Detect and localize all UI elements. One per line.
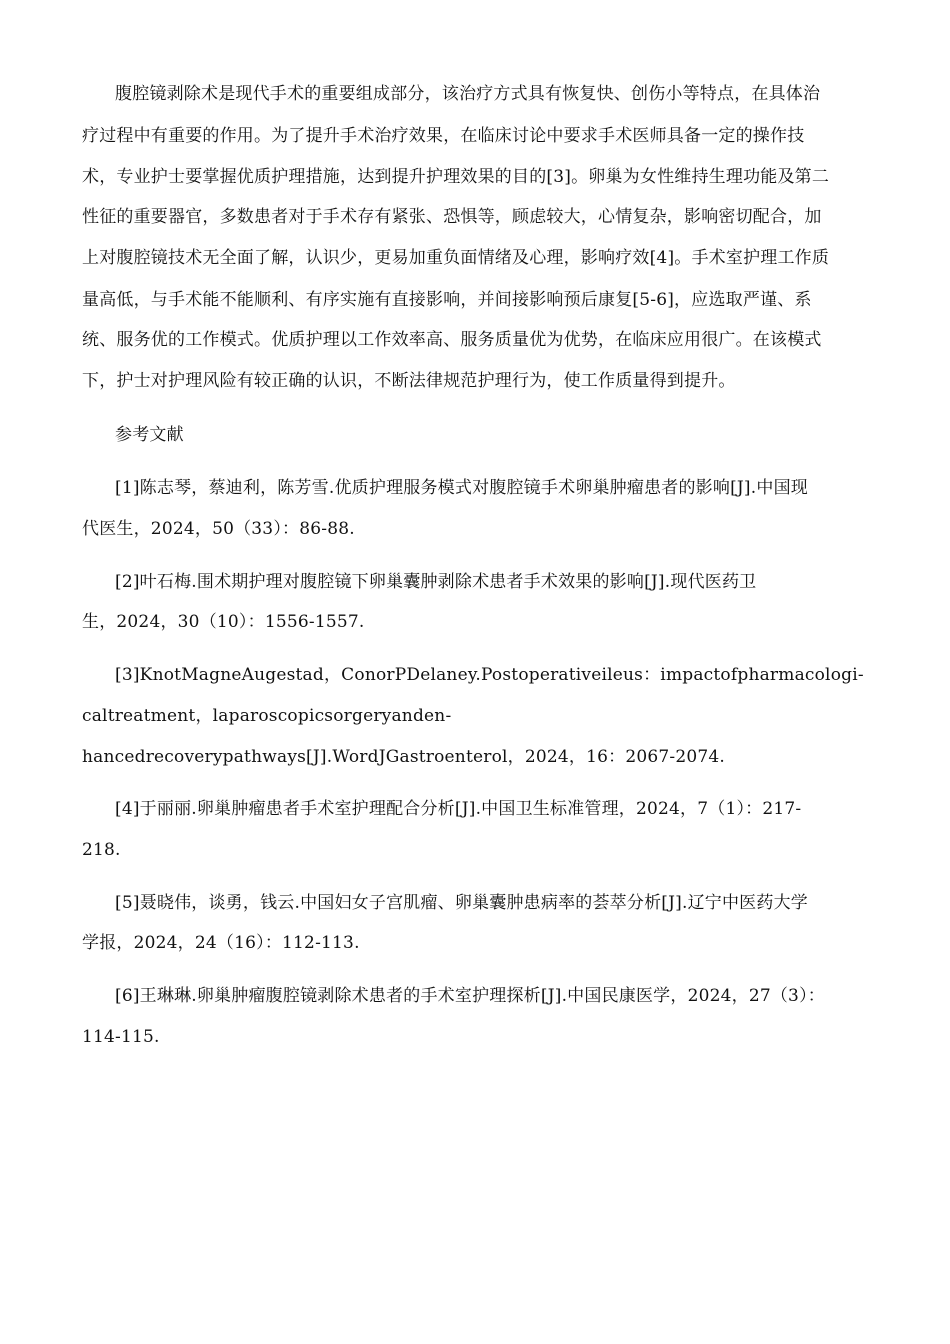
reference-line: 生，2024，30（10）：1556-1557.: [82, 612, 365, 632]
reference-line: 114-115.: [82, 1027, 160, 1047]
paragraph-line: 上对腹腔镜技术无全面了解，认识少，更易加重负面情绪及心理，影响疗效[4]。手术室护理工作质: [82, 248, 830, 268]
reference-line: [5]聂晓伟，谈勇，钱云.中国妇女子宫肌瘤、卵巢囊肿患病率的荟萃分析[J].辽宁中医药大学: [115, 893, 808, 913]
reference-line: [4]于丽丽.卵巢肿瘤患者手术室护理配合分析[J].中国卫生标准管理，2024，7（1）：217-: [115, 799, 802, 819]
paragraph-line: 疗过程中有重要的作用。为了提升手术治疗效果，在临床讨论中要求手术医师具备一定的操作技: [82, 126, 805, 146]
reference-line: caltreatment，laparoscopicsorgeryanden-: [82, 706, 452, 726]
paragraph-line: 下，护士对护理风险有较正确的认识，不断法律规范护理行为，使工作质量得到提升。: [82, 371, 736, 391]
paragraph-line: 性征的重要器官，多数患者对于手术存有紧张、恐惧等，顾虑较大，心情复杂，影响密切配合，加: [82, 207, 822, 227]
reference-line: [3]KnotMagneAugestad，ConorPDelaney.Postoperativeileus：impactofpharmacologi-: [115, 665, 864, 685]
reference-line: 代医生，2024，50（33）：86-88.: [82, 519, 355, 539]
reference-line: 学报，2024，24（16）：112-113.: [82, 933, 360, 953]
reference-line: [2]叶石梅.围术期护理对腹腔镜下卵巢囊肿剥除术患者手术效果的影响[J].现代医药卫: [115, 572, 757, 592]
paragraph-line: 术，专业护士要掌握优质护理措施，达到提升护理效果的目的[3]。卵巢为女性维持生理功能及第二: [82, 167, 830, 187]
reference-line: [1]陈志琴，蔡迪利，陈芳雪.优质护理服务模式对腹腔镜手术卵巢肿瘤患者的影响[J].中国现: [115, 478, 808, 498]
reference-line: hancedrecoverypathways[J].WordJGastroenterol，2024，16：2067-2074.: [82, 747, 726, 767]
paragraph-line: 量高低，与手术能不能顺利、有序实施有直接影响，并间接影响预后康复[5-6]，应选取严谨、系: [82, 290, 812, 310]
paragraph-line: 统、服务优的工作模式。优质护理以工作效率高、服务质量优为优势，在临床应用很广。在该模式: [82, 330, 822, 350]
references-heading: 参考文献: [115, 425, 184, 445]
reference-line: [6]王琳琳.卵巢肿瘤腹腔镜剥除术患者的手术室护理探析[J].中国民康医学，2024，27（3）：: [115, 986, 825, 1006]
paragraph-line: 腹腔镜剥除术是现代手术的重要组成部分，该治疗方式具有恢复快、创伤小等特点，在具体治: [115, 84, 821, 104]
reference-line: 218.: [82, 840, 121, 860]
